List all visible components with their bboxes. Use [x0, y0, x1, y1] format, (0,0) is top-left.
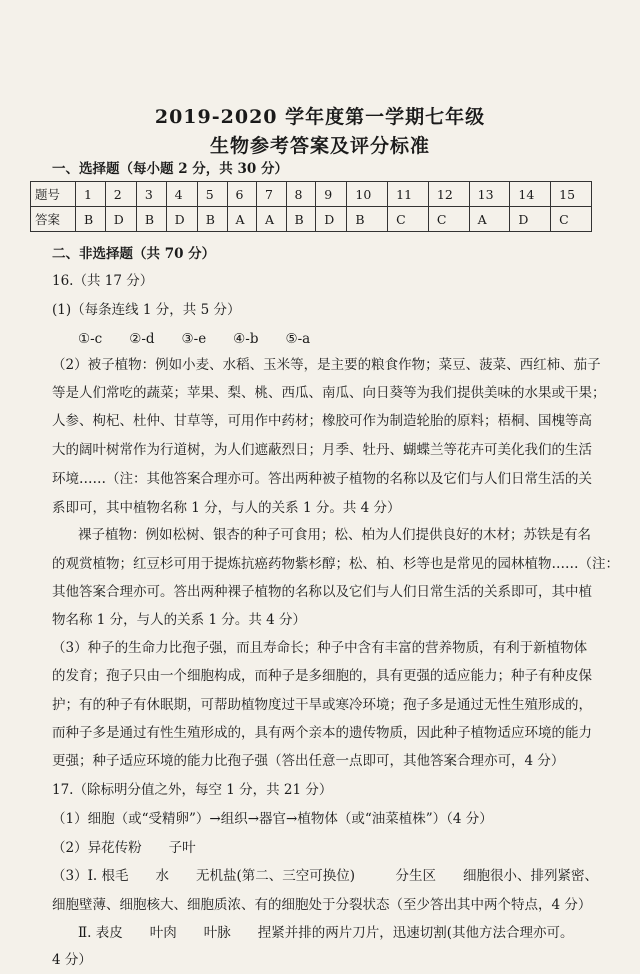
page-title: 2019-2020 学年度第一学期七年级 — [154, 106, 486, 128]
table-cell: 7 — [257, 182, 287, 207]
text-line: (1)（每条连线 1 分，共 5 分） — [52, 302, 241, 318]
text-line: 环境……（注：其他答案合理亦可。答出两种被子植物的名称以及它们与人们日常生活的关 — [52, 471, 592, 487]
text-line: 大的阔叶树常作为行道树，为人们遮蔽烈日；月季、牡丹、蝴蝶兰等花卉可美化我们的生活 — [52, 442, 592, 458]
text-line: 4 分） — [52, 952, 92, 968]
table-cell: 14 — [510, 182, 551, 207]
table-cell: 4 — [166, 182, 197, 207]
table-cell: 1 — [76, 182, 106, 207]
text-line: 物名称 1 分，与人的关系 1 分。共 4 分） — [52, 612, 307, 628]
table-cell: D — [510, 207, 551, 232]
table-cell: C — [551, 207, 592, 232]
text-line: Ⅱ. 表皮 叶肉 叶脉 捏紧并排的两片刀片，迅速切割(其他方法合理亦可。 — [78, 925, 574, 941]
text-line: 其他答案合理亦可。答出两种裸子植物的名称以及它们与人们日常生活的关系即可，其中植 — [52, 584, 592, 600]
table-cell: 10 — [347, 182, 388, 207]
table-cell: D — [105, 207, 136, 232]
table-cell: C — [388, 207, 429, 232]
text-line: 更强；种子适应环境的能力比孢子强（答出任意一点即可，其他答案合理亦可，4 分） — [52, 753, 565, 769]
text-line: 等是人们常吃的蔬菜；苹果、梨、桃、西瓜、南瓜、向日葵等为我们提供美味的水果或干果； — [52, 385, 606, 401]
page-subtitle: 生物参考答案及评分标准 — [209, 135, 430, 157]
text-line: 17.（除标明分值之外，每空 1 分，共 21 分） — [52, 782, 333, 798]
text-line: （3）Ⅰ. 根毛 水 无机盐(第二、三空可换位) 分生区 细胞很小、排列紧密、 — [52, 868, 599, 884]
text-line: （1）细胞（或“受精卵”）→组织→器官→植物体（或“油菜植株”）（4 分） — [52, 811, 493, 827]
table-cell: 6 — [227, 182, 257, 207]
text-line: （2）异花传粉 子叶 — [52, 840, 196, 856]
table-cell: 8 — [286, 182, 316, 207]
table-cell: 2 — [105, 182, 136, 207]
text-line: 而种子多是通过有性生殖形成的，具有两个亲本的遗传物质，因此种子植物适应环境的能力 — [52, 725, 592, 741]
table-cell: B — [347, 207, 388, 232]
text-line: （3）种子的生命力比孢子强，而且寿命长；种子中含有丰富的营养物质，有利于新植物体 — [52, 640, 588, 656]
table-cell: B — [76, 207, 106, 232]
table-row — [31, 182, 592, 207]
table-cell: 15 — [551, 182, 592, 207]
table-cell: B — [286, 207, 316, 232]
text-line: 裸子植物：例如松树、银杏的种子可食用；松、柏为人们提供良好的木材；苏铁是有名 — [78, 527, 591, 543]
text-line: 人参、枸杞、杜仲、甘草等，可用作中药材；橡胶可作为制造轮胎的原料；梧桐、国槐等高 — [52, 413, 592, 429]
text-line: 系即可，其中植物名称 1 分，与人的关系 1 分。共 4 分） — [52, 500, 401, 516]
section-choice-heading: 一、选择题（每小题 2 分，共 30 分） — [52, 161, 288, 177]
table-cell: A — [227, 207, 257, 232]
text-line: 的观赏植物；红豆杉可用于提炼抗癌药物紫杉醇；松、柏、杉等也是常见的园林植物……（注： — [52, 556, 619, 572]
text-line: 护；有的种子有休眠期，可帮助植物度过干旱或寒冷环境；孢子多是通过无性生殖形成的， — [52, 697, 592, 713]
table-cell: A — [257, 207, 287, 232]
table-cell: 11 — [388, 182, 429, 207]
text-line: 16.（共 17 分） — [52, 273, 154, 289]
table-cell: 12 — [428, 182, 469, 207]
table-cell: 13 — [469, 182, 510, 207]
table-cell: D — [316, 207, 347, 232]
text-line: ①-c ②-d ③-e ④-b ⑤-a — [78, 331, 311, 347]
table-row — [31, 207, 592, 232]
row-label: 题号 — [31, 182, 76, 207]
text-line: 细胞壁薄、细胞核大、细胞质浓、有的细胞处于分裂状态（至少答出其中两个特点，4 分） — [52, 897, 592, 913]
table-cell: A — [469, 207, 510, 232]
row-label: 答案 — [31, 207, 76, 232]
table-cell: B — [197, 207, 227, 232]
table-cell: 9 — [316, 182, 347, 207]
table-cell: 5 — [197, 182, 227, 207]
text-line: （2）被子植物：例如小麦、水稻、玉米等，是主要的粮食作物；菜豆、菠菜、西红柿、茄子 — [52, 357, 601, 373]
table-cell: C — [428, 207, 469, 232]
table-cell: B — [136, 207, 166, 232]
table-cell: D — [166, 207, 197, 232]
text-line: 的发育；孢子只由一个细胞构成，而种子是多细胞的，具有更强的适应能力；种子有种皮保 — [52, 668, 592, 684]
answer-table — [30, 181, 592, 232]
table-cell: 3 — [136, 182, 166, 207]
section-nonchoice-heading: 二、非选择题（共 70 分） — [52, 246, 216, 262]
